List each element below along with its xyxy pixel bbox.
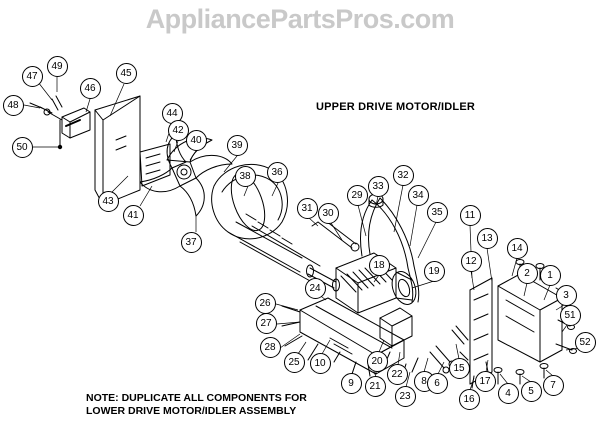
callout-16[interactable]: 16 [459,389,480,410]
callout-44[interactable]: 44 [162,103,183,124]
callout-1[interactable]: 1 [540,265,561,286]
callout-43[interactable]: 43 [98,191,119,212]
callout-51[interactable]: 51 [560,305,581,326]
callout-2[interactable]: 2 [517,263,538,284]
callout-45[interactable]: 45 [116,63,137,84]
callout-15[interactable]: 15 [449,358,470,379]
callout-40[interactable]: 40 [186,130,207,151]
callout-30[interactable]: 30 [318,203,339,224]
callout-32[interactable]: 32 [393,165,414,186]
callout-46[interactable]: 46 [80,78,101,99]
callout-38[interactable]: 38 [235,166,256,187]
callout-48[interactable]: 48 [3,95,24,116]
callout-13[interactable]: 13 [477,228,498,249]
callout-41[interactable]: 41 [123,205,144,226]
callout-39[interactable]: 39 [227,135,248,156]
callout-9[interactable]: 9 [341,373,362,394]
callout-19[interactable]: 19 [424,261,445,282]
callout-20[interactable]: 20 [367,351,388,372]
callout-33[interactable]: 33 [368,176,389,197]
callout-52[interactable]: 52 [575,332,596,353]
callout-37[interactable]: 37 [181,232,202,253]
callout-42[interactable]: 42 [168,120,189,141]
callout-21[interactable]: 21 [365,376,386,397]
callout-17[interactable]: 17 [475,371,496,392]
callout-23[interactable]: 23 [395,386,416,407]
callout-29[interactable]: 29 [347,185,368,206]
callout-24[interactable]: 24 [305,278,326,299]
callout-14[interactable]: 14 [507,238,528,259]
callout-35[interactable]: 35 [427,202,448,223]
callout-26[interactable]: 26 [255,293,276,314]
note-line-2: LOWER DRIVE MOTOR/IDLER ASSEMBLY [86,405,297,417]
diagram-note [86,392,307,418]
callout-36[interactable]: 36 [267,162,288,183]
diagram-title: UPPER DRIVE MOTOR/IDLER [316,101,476,113]
callout-22[interactable]: 22 [387,364,408,385]
callout-6[interactable]: 6 [427,373,448,394]
callout-10[interactable]: 10 [310,353,331,374]
callout-11[interactable]: 11 [460,205,481,226]
callout-47[interactable]: 47 [22,66,43,87]
callout-27[interactable]: 27 [256,313,277,334]
callout-28[interactable]: 28 [260,337,281,358]
callout-31[interactable]: 31 [297,198,318,219]
callout-3[interactable]: 3 [556,285,577,306]
callout-4[interactable]: 4 [498,383,519,404]
callout-12[interactable]: 12 [461,251,482,272]
note-line-1: NOTE: DUPLICATE ALL COMPONENTS FOR [86,392,307,404]
callout-7[interactable]: 7 [543,375,564,396]
callout-25[interactable]: 25 [284,352,305,373]
callout-34[interactable]: 34 [408,185,429,206]
callout-5[interactable]: 5 [521,381,542,402]
callout-8[interactable]: 8 [414,371,435,392]
callout-49[interactable]: 49 [47,56,68,77]
callout-18[interactable]: 18 [369,255,390,276]
watermark-text: AppliancePartsPros.com [145,4,455,34]
callout-50[interactable]: 50 [12,137,33,158]
